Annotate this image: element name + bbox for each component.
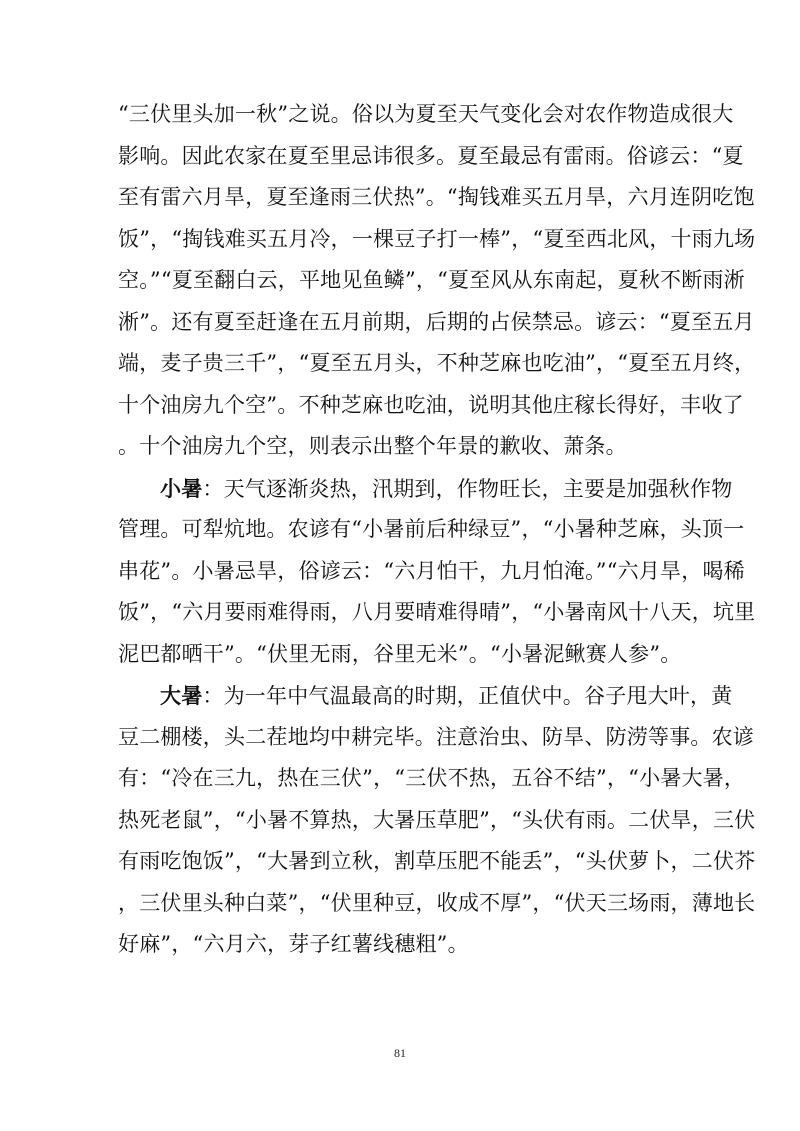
text-line: 有：“冷在三九，热在三伏”，“三伏不热，五谷不结”，“小暑大暑， — [118, 766, 746, 790]
page-number: 81 — [394, 1046, 406, 1060]
text-line: 好麻”，“六月六，芽子红薯线穗粗”。 — [118, 932, 469, 956]
text-line: 饭”，“掏钱难买五月冷，一棵豆子打一棒”，“夏至西北风，十雨九场 — [118, 226, 756, 251]
text-line: 泥巴都晒干”。“伏里无雨，谷里无米”。“小暑泥鳅赛人参”。 — [118, 641, 682, 666]
term-minor-heat: 小暑 — [160, 475, 203, 501]
term-major-heat: 大暑 — [160, 683, 203, 708]
text-line: 有雨吃饱饭”，“大暑到立秋，割草压肥不能丢”，“头伏萝卜，二伏芥 — [118, 849, 756, 873]
text-line: 影响。因此农家在夏至里忌讳很多。夏至最忌有雷雨。俗谚云：“夏 — [118, 143, 744, 168]
text-line: ，三伏里头种白菜”，“伏里种豆，收成不厚”，“伏天三场雨，薄地长 — [118, 890, 756, 915]
text-line: 端，麦子贵三千”，“夏至五月头，不种芝麻也吃油”，“夏至五月终， — [118, 351, 756, 375]
text-line: 饭”，“六月要雨难得雨，八月要晴难得晴”，“小暑南风十八天，坑里 — [118, 600, 756, 624]
text-line: 热死老鼠”，“小暑不算热，大暑压草肥”，“头伏有雨。二伏旱，三伏 — [118, 807, 756, 832]
text-line: “三伏里头加一秋”之说。俗以为夏至天气变化会对农作物造成很大 — [118, 102, 734, 126]
text-line: 豆二棚楼，头二茬地均中耕完毕。注意治虫、防旱、防涝等事。农谚 — [118, 724, 754, 749]
text-line-first — [118, 675, 733, 717]
text-line: 淅”。还有夏至赶逢在五月前期，后期的占侯禁忌。谚云：“夏至五月 — [118, 309, 755, 334]
text-line: 。十个油房九个空，则表示出整个年景的歉收、萧条。 — [118, 434, 627, 458]
text-line: 十个油房九个空”。不种芝麻也吃油，说明其他庄稼长得好，丰收了 — [118, 392, 744, 417]
paragraph-major-heat — [118, 675, 756, 966]
text-line: 至有雷六月旱，夏至逢雨三伏热”。“掏钱难买五月旱，六月连阴吃饱 — [118, 185, 755, 209]
text-line: 管理。可犁炕地。农谚有“小暑前后种绿豆”，“小暑种芝麻，头顶一 — [118, 517, 745, 541]
body-text — [118, 94, 756, 966]
text-line-rest: ：为一年中气温最高的时期，正值伏中。谷子甩大叶，黄 — [202, 684, 733, 708]
text-line-rest: ：天气逐渐炎热，汛期到，作物旺长，主要是加强秋作物 — [202, 476, 733, 501]
text-line: 空。”“夏至翻白云，平地见鱼鳞”，“夏至风从东南起，夏秋不断雨淅 — [118, 268, 745, 292]
text-line-first — [118, 468, 733, 510]
text-line: 串花”。小暑忌旱，俗谚云：“六月怕干，九月怕淹。”“六月旱，喝稀 — [118, 558, 745, 583]
paragraph-summer-solstice-continued — [118, 94, 756, 468]
paragraph-minor-heat — [118, 468, 756, 676]
